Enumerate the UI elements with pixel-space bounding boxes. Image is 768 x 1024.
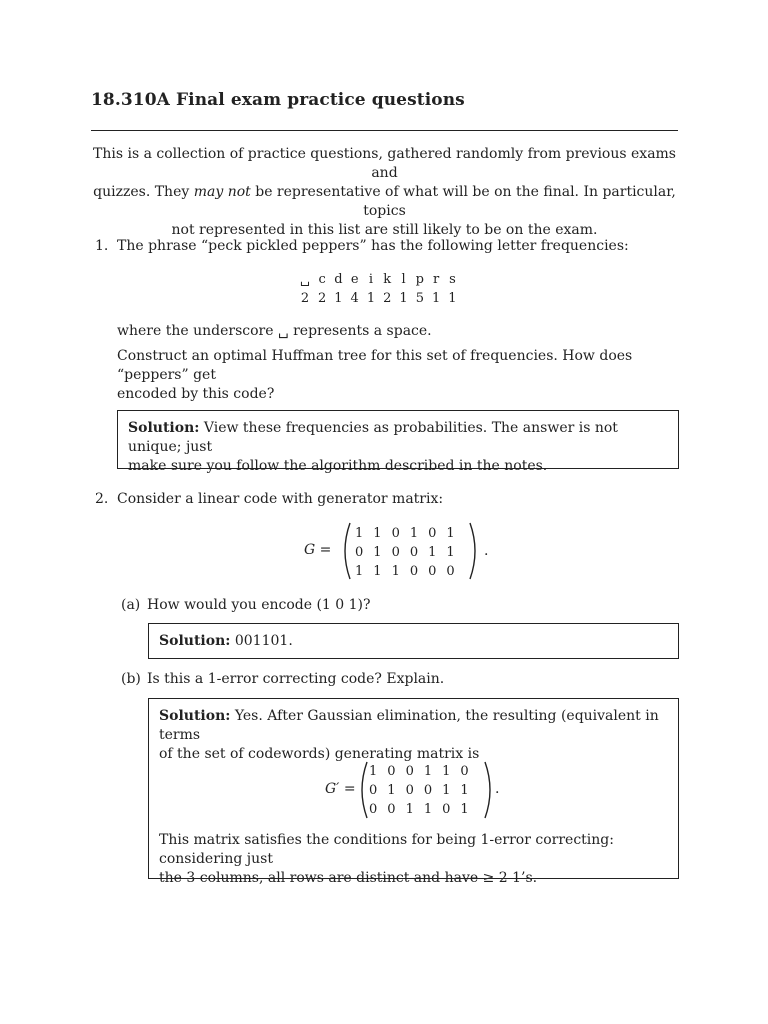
- matrix-cell: 1: [409, 526, 419, 541]
- frequency-cell: 1: [366, 291, 376, 306]
- intro-text: quizzes. They: [93, 184, 194, 200]
- part-a-label: (a): [121, 597, 141, 613]
- letter-cell: s: [449, 272, 456, 287]
- solution-text: of the set of codewords) generating matrix is: [159, 746, 480, 762]
- solution-text: the 3 columns, all rows are distinct and have ≥ 2 1’s.: [159, 870, 538, 886]
- matrix-row: [364, 781, 474, 800]
- letter-cell: i: [368, 272, 374, 287]
- matrix-cell: 1: [442, 764, 451, 779]
- matrix-cell: 0: [391, 545, 400, 560]
- matrix-g-label: G =: [304, 542, 332, 558]
- matrix-cell: 1: [423, 764, 433, 779]
- underscore-note: where the underscore ␣ represents a space.: [117, 323, 432, 339]
- matrix-cell: 0: [460, 764, 469, 779]
- matrix-cell: 0: [409, 564, 419, 579]
- matrix-cell: 1: [446, 545, 455, 560]
- intro-line-1: This is a collection of practice questions, gathered randomly from previous exams and: [93, 146, 676, 181]
- frequency-cell: 1: [334, 291, 343, 306]
- matrix-cell: 0: [387, 802, 396, 817]
- question-2: [95, 490, 679, 509]
- question-text: Consider a linear code with generator matrix:: [117, 491, 444, 507]
- part-b-text: Is this a 1-error correcting code? Explain.: [147, 671, 445, 687]
- letter-cell: l: [401, 272, 406, 287]
- matrix-cell: 1: [391, 564, 400, 579]
- matrix-cell: 0: [405, 783, 414, 798]
- solution-text: View these frequencies as probabilities. The answer is not unique; just: [128, 420, 618, 455]
- letter-cell: ␣: [300, 272, 310, 287]
- matrix-cell: 0: [369, 802, 378, 817]
- frequency-table: [296, 270, 461, 308]
- matrix-row: [364, 762, 474, 781]
- matrix-cell: 0: [428, 564, 437, 579]
- matrix-row: [364, 800, 474, 819]
- intro-line-3: not represented in this list are still likely to be on the exam.: [171, 222, 598, 238]
- solution-box-1: [117, 410, 679, 474]
- matrix-cell: 0: [355, 545, 364, 560]
- matrix-cell: 1: [446, 526, 455, 541]
- solution-intro: [159, 707, 674, 764]
- letter-cell: r: [433, 272, 440, 287]
- solution-text: Yes. After Gaussian elimination, the resulting (equivalent in terms: [159, 708, 659, 743]
- frequency-cell: 5: [415, 291, 424, 306]
- solution-label: Solution:: [159, 633, 231, 649]
- matrix-gprime: [364, 762, 474, 819]
- matrix-cell: 1: [405, 802, 414, 817]
- letters-row: [296, 270, 461, 289]
- matrix-cell: 0: [409, 545, 419, 560]
- solution-box-2a: [148, 623, 679, 659]
- matrix-cell: 0: [446, 564, 455, 579]
- matrix-cell: 1: [428, 545, 437, 560]
- task-line: Construct an optimal Huffman tree for this set of frequencies. How does “peppers” get: [117, 348, 633, 383]
- matrix-cell: 1: [460, 783, 469, 798]
- matrix-period: .: [495, 781, 500, 797]
- frequency-cell: 1: [448, 291, 457, 306]
- question-1-task: [117, 347, 679, 404]
- letter-cell: d: [334, 272, 343, 287]
- matrix-cell: 1: [373, 526, 382, 541]
- frequency-cell: 2: [383, 291, 392, 306]
- frequency-cell: 1: [399, 291, 408, 306]
- title-divider: [91, 130, 678, 131]
- frequencies-row: [296, 289, 461, 308]
- matrix-cell: 1: [423, 802, 433, 817]
- matrix-cell: 0: [428, 526, 437, 541]
- document-title: 18.310A Final exam practice questions: [91, 90, 465, 110]
- solution-text: make sure you follow the algorithm described in the notes.: [128, 458, 548, 474]
- matrix-cell: 0: [405, 764, 414, 779]
- part-a-text: How would you encode (1 0 1)?: [147, 597, 371, 613]
- matrix-cell: 0: [391, 526, 400, 541]
- matrix-cell: 1: [355, 526, 364, 541]
- frequency-cell: 4: [350, 291, 359, 306]
- question-text: The phrase “peck pickled peppers” has the following letter frequencies:: [117, 238, 629, 254]
- matrix-row: [350, 543, 460, 562]
- letter-cell: p: [415, 272, 424, 287]
- right-paren-icon: [485, 762, 490, 818]
- frequency-cell: 2: [317, 291, 327, 306]
- intro-line-2: [91, 183, 678, 221]
- matrix-cell: 1: [373, 564, 382, 579]
- solution-label: Solution:: [128, 420, 200, 436]
- letter-cell: c: [318, 272, 326, 287]
- matrix-cell: 1: [355, 564, 364, 579]
- intro-text: be representative of what will be on the final. In particular, topics: [250, 184, 676, 219]
- question-number: 2.: [95, 491, 109, 507]
- matrix-g: [350, 524, 460, 581]
- matrix-gprime-label: G′ =: [325, 781, 356, 797]
- solution-conclusion: [159, 831, 674, 888]
- matrix-row: [350, 562, 460, 581]
- matrix-cell: 1: [373, 545, 382, 560]
- solution-box-2b: [148, 698, 679, 886]
- solution-text: 001101.: [230, 633, 293, 649]
- solution-label: Solution:: [159, 708, 231, 724]
- frequency-cell: 2: [300, 291, 310, 306]
- letter-cell: e: [350, 272, 359, 287]
- matrix-cell: 1: [460, 802, 469, 817]
- matrix-cell: 1: [369, 764, 378, 779]
- matrix-cell: 0: [369, 783, 378, 798]
- solution-text: This matrix satisfies the conditions for being 1-error correcting: considering just: [159, 832, 614, 867]
- matrix-cell: 1: [387, 783, 396, 798]
- letter-cell: k: [383, 272, 392, 287]
- task-line: encoded by this code?: [117, 386, 275, 402]
- intro-paragraph: [91, 145, 678, 240]
- matrix-period: .: [484, 543, 489, 559]
- part-b-label: (b): [121, 671, 141, 687]
- matrix-cell: 0: [423, 783, 433, 798]
- right-paren-icon: [470, 523, 475, 579]
- matrix-cell: 0: [442, 802, 451, 817]
- question-number: 1.: [95, 238, 109, 254]
- frequency-cell: 1: [432, 291, 441, 306]
- intro-emphasis: may not: [193, 184, 251, 200]
- matrix-cell: 1: [442, 783, 451, 798]
- matrix-row: [350, 524, 460, 543]
- question-1: [95, 237, 679, 256]
- matrix-cell: 0: [387, 764, 396, 779]
